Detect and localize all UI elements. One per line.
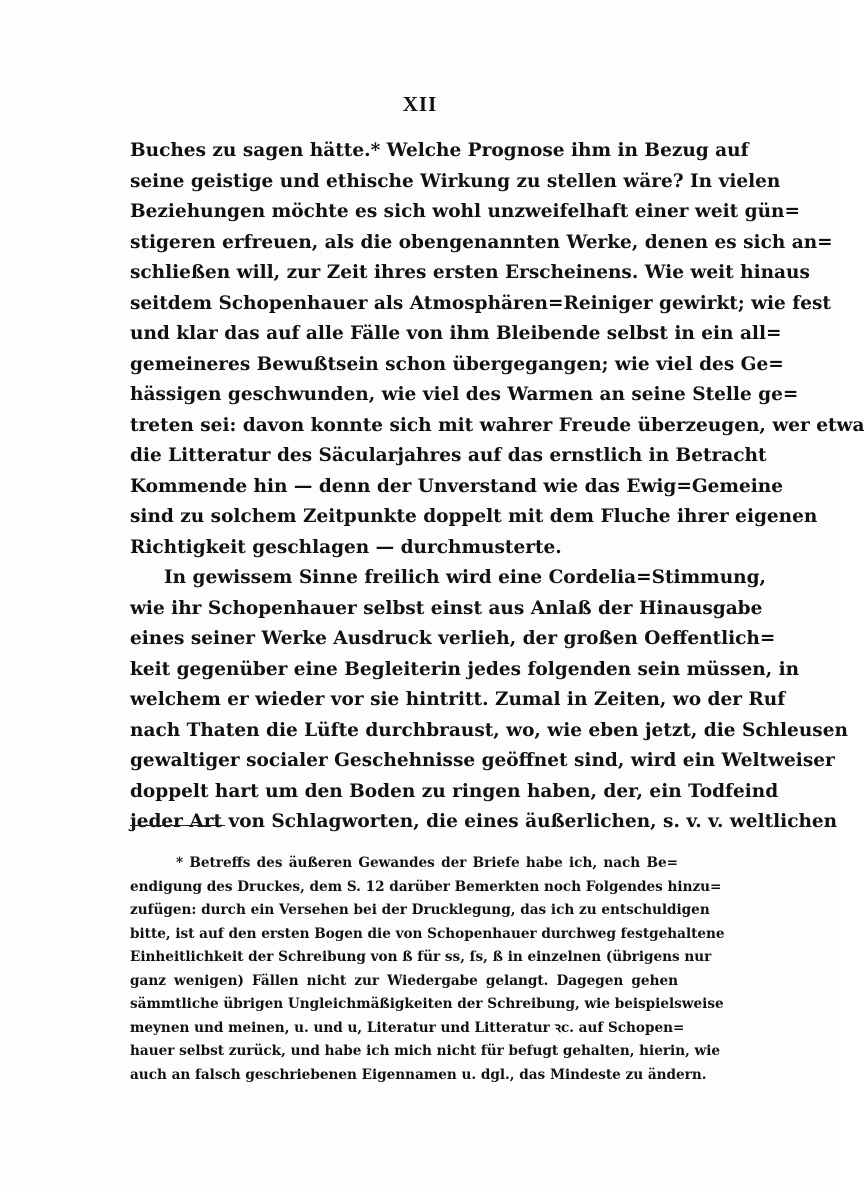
text-line: welchem er wieder vor sie hintritt. Zumal in Zeiten, wo der Ruf (130, 689, 786, 710)
main-text (130, 136, 864, 838)
text-line: die Litteratur des Säcularjahres auf das ernstlich in Betracht (130, 445, 767, 466)
text-line: und klar das auf alle Fälle von ihm Bleibende selbst in ein all= (130, 323, 782, 344)
footnote-line: * Betreffs des äußeren Gewandes der Briefe habe ich, nach Be= (176, 855, 678, 871)
footnote-line: endigung des Druckes, dem S. 12 darüber Bemerkten noch Folgendes hinzu= (130, 878, 722, 895)
text-line: nach Thaten die Lüfte durchbraust, wo, wie eben jetzt, die Schleusen (130, 719, 848, 741)
text-line: Richtigkeit geschlagen — durchmusterte. (130, 536, 562, 558)
footnote-line: sämmtliche übrigen Ungleichmäßigkeiten der Schreibung, wie beispielsweise (130, 996, 724, 1012)
footnote-line: hauer selbst zurück, und habe ich mich nicht für befugt gehalten, hierin, wie (130, 1043, 721, 1059)
text-line: hässigen geschwunden, wie viel des Warmen an seine Stelle ge= (130, 384, 799, 405)
text-line: treten sei: davon konnte sich mit wahrer Freude überzeugen, wer etwa (130, 414, 864, 436)
footnote-line: bitte, ist auf den ersten Bogen die von Schopenhauer durchweg festgehaltene (130, 925, 725, 942)
footnote-line: auch an falsch geschriebenen Eigennamen u. dgl., das Mindeste zu ändern. (130, 1066, 707, 1083)
text-line: stigeren erfreuen, als die obengenannten Werke, denen es sich an= (130, 231, 833, 253)
text-line: seitdem Schopenhauer als Atmosphären=Reiniger gewirkt; wie fest (130, 292, 831, 314)
text-line: doppelt hart um den Boden zu ringen haben, der, ein Todfeind (130, 780, 779, 802)
text-line: schließen will, zur Zeit ihres ersten Erscheinens. Wie weit hinaus (130, 262, 810, 283)
page-number: XII (402, 92, 438, 116)
text-line: seine geistige und ethische Wirkung zu stellen wäre? In vielen (130, 170, 781, 192)
text-line: In gewissem Sinne freilich wird eine Cordelia=Stimmung, (164, 567, 766, 588)
text-line: keit gegenüber eine Begleiterin jedes folgenden sein müssen, in (130, 658, 800, 680)
footnote-line: meynen und meinen, u. und u, Literatur und Litteratur ꝛc. auf Schopen= (130, 1019, 685, 1036)
text-line: wie ihr Schopenhauer selbst einst aus Anlaß der Hinausgabe (130, 597, 763, 619)
text-line: jeder Art von Schlagworten, die eines äußerlichen, s. v. v. weltlichen (130, 811, 838, 832)
footnote-divider (130, 825, 225, 826)
footnote-line: Einheitlichkeit der Schreibung von ß für ss, ſs, ß in einzelnen (übrigens nur (130, 949, 712, 965)
text-line: eines seiner Werke Ausdruck verlieh, der großen Oeffentlich= (130, 628, 776, 649)
footnote (130, 852, 725, 1087)
footnote-line: zufügen: durch ein Versehen bei der Drucklegung, das ich zu entschuldigen (130, 902, 710, 918)
text-line: Beziehungen möchte es sich wohl unzweifelhaft einer weit gün= (130, 201, 800, 222)
footnote-line: ganz wenigen) Fällen nicht zur Wiedergabe gelangt. Dagegen gehen (130, 972, 678, 989)
text-line: sind zu solchem Zeitpunkte doppelt mit dem Fluche ihrer eigenen (130, 506, 818, 527)
text-line: Buches zu sagen hätte.* Welche Prognose ihm in Bezug auf (130, 140, 749, 161)
text-line: gewaltiger socialer Geschehnisse geöffnet sind, wird ein Weltweiser (130, 750, 835, 771)
text-line: Kommende hin — denn der Unverstand wie das Ewig=Gemeine (130, 475, 784, 497)
text-line: gemeineres Bewußtsein schon übergegangen; wie viel des Ge= (130, 353, 784, 375)
